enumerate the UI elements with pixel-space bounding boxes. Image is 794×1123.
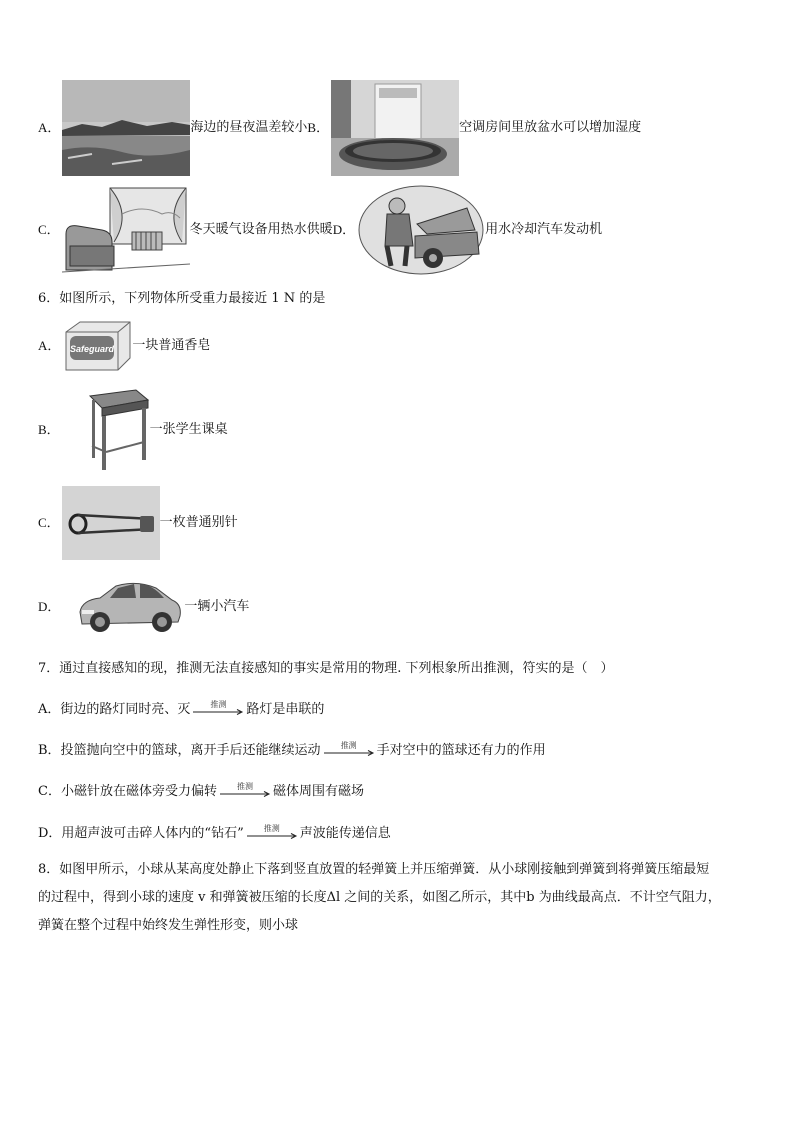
q7-option-d	[38, 825, 391, 843]
inference-arrow-label: 推测	[236, 781, 253, 791]
soap-bar-photo	[62, 318, 132, 374]
seaside-photo	[62, 80, 190, 176]
q7-option-c-conclusion: 磁体周围有磁场	[272, 784, 364, 799]
q6-option-c-text: 一枚普通别针	[159, 515, 238, 530]
q7-option-b-premise: B．投篮抛向空中的篮球，离开手后还能继续运动	[38, 743, 321, 758]
q6-option-c	[38, 486, 238, 560]
q6-option-b-text: 一张学生课桌	[149, 422, 228, 437]
q7-option-d-premise: D．用超声波可击碎人体内的“钻石”	[38, 826, 244, 841]
inference-arrow-label: 推测	[263, 823, 280, 833]
inference-arrow	[246, 824, 298, 839]
safety-pin-photo	[62, 486, 160, 560]
q6-option-d	[38, 576, 249, 638]
q5-option-d-text: 用水冷却汽车发动机	[485, 222, 603, 237]
q6-option-d-text: 一辆小汽车	[184, 599, 250, 614]
q6-stem	[38, 290, 325, 308]
inference-arrow	[323, 741, 375, 756]
q8-line-2: 的过程中，得到小球的速度 v 和弹簧被压缩的长度Δl 之间的关系，如图乙所示，其中b 为曲线最高点．不计空气阻力，	[38, 890, 721, 905]
q6-option-a-text: 一块普通香皂	[132, 338, 211, 353]
q7-stem	[38, 660, 614, 678]
student-desk-photo	[86, 386, 150, 474]
q5-option-c-text: 冬天暖气设备用热水供暖	[189, 222, 333, 237]
arrow-right-icon	[323, 750, 375, 756]
q5-option-a-text: 海边的昼夜温差较小	[190, 120, 308, 135]
q8-line-3: 弹簧在整个过程中始终发生弹性形变，则小球	[38, 918, 299, 933]
q6-option-d-letter: D．	[38, 599, 61, 614]
q5-row-cd	[38, 184, 602, 276]
q6-option-b	[38, 386, 228, 474]
q5-option-c-letter: C．	[38, 222, 60, 237]
q8-line-1: 8．如图甲所示，小球从某高度处静止下落到竖直放置的轻弹簧上并压缩弹簧．从小球刚接触到弹簧到将弹簧压缩最短	[38, 862, 710, 877]
q7-option-d-conclusion: 声波能传递信息	[299, 826, 391, 841]
q7-option-a	[38, 701, 324, 719]
arrow-right-icon	[192, 709, 244, 715]
q7-stem-text: 7．通过直接感知的现，推测无法直接感知的事实是常用的物理. 下列根象所出推测，符实的是（ ）	[38, 661, 614, 676]
mechanic-car-engine-drawing	[357, 184, 485, 276]
q8-stem	[38, 856, 760, 940]
q5-option-b-letter: B．	[307, 120, 330, 135]
living-room-radiator-drawing	[62, 184, 190, 276]
q7-option-b	[38, 742, 546, 760]
q6-stem-text: 6．如图所示，下列物体所受重力最接近 1 N 的是	[38, 291, 326, 306]
inference-arrow-label: 推测	[340, 740, 357, 750]
q5-row-ab	[38, 80, 641, 176]
q7-option-a-conclusion: 路灯是串联的	[246, 702, 325, 717]
q6-option-b-letter: B．	[38, 422, 60, 437]
arrow-right-icon	[246, 833, 298, 839]
q7-option-c-premise: C．小磁针放在磁体旁受力偏转	[38, 784, 217, 799]
q7-option-c	[38, 783, 364, 801]
q6-option-a	[38, 318, 210, 374]
q6-option-c-letter: C．	[38, 515, 60, 530]
inference-arrow	[219, 782, 271, 797]
air-conditioner-basin-photo	[331, 80, 459, 176]
q7-option-a-premise: A．街边的路灯同时亮、灭	[38, 702, 191, 717]
q6-option-a-letter: A．	[38, 338, 61, 353]
inference-arrow	[192, 700, 244, 715]
soap-brand-label: Safeguard	[70, 344, 115, 354]
q7-option-b-conclusion: 手对空中的篮球还有力的作用	[376, 743, 546, 758]
q5-option-d-letter: D．	[332, 222, 356, 237]
q5-option-a-letter: A．	[38, 120, 61, 135]
arrow-right-icon	[219, 791, 271, 797]
small-car-photo	[76, 576, 184, 638]
inference-arrow-label: 推测	[210, 699, 227, 709]
q5-option-b-text: 空调房间里放盆水可以增加湿度	[459, 120, 642, 135]
